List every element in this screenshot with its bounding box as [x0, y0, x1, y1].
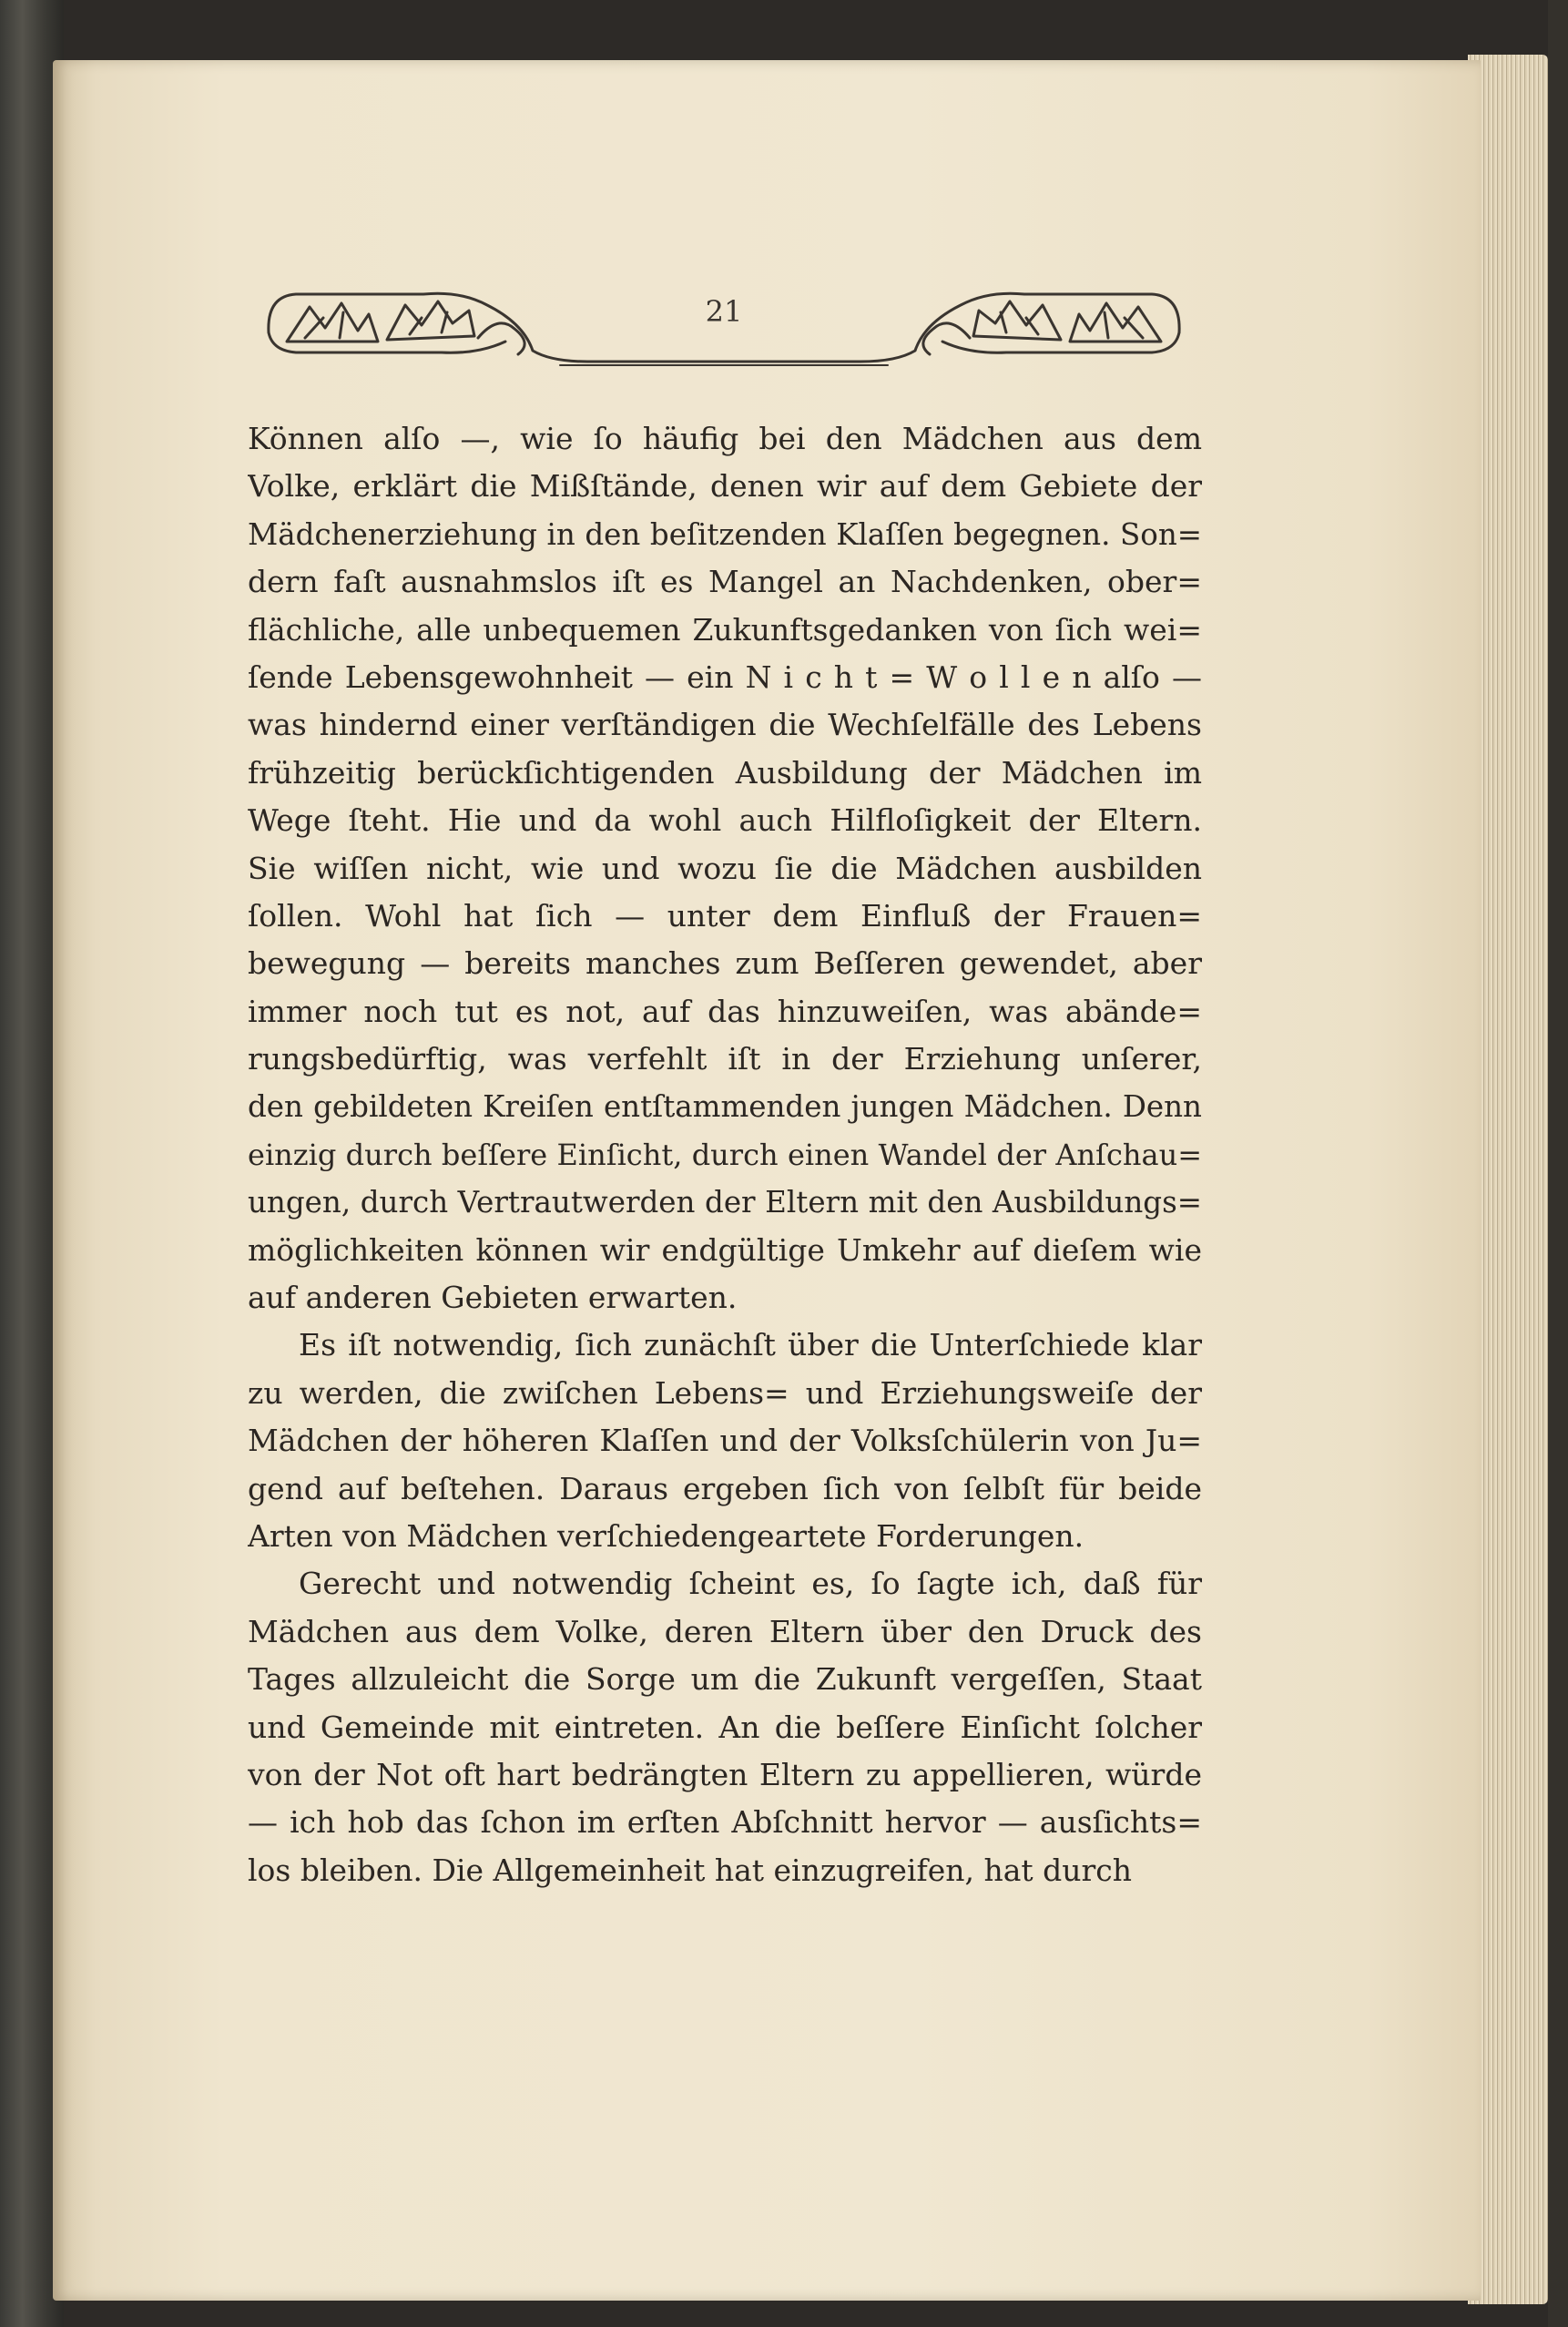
- text-line: was hindernd einer verſtändigen die Wechſelfälle des Lebens: [248, 707, 1202, 743]
- text-line: — ich hob das ſchon im erſten Abſchnitt hervor — ausſichts=: [248, 1804, 1202, 1841]
- book-cover-right: [1548, 0, 1568, 2327]
- text-line: den gebildeten Kreiſen entſtammenden jungen Mädchen. Denn: [248, 1089, 1202, 1125]
- text-line: Sie wiſſen nicht, wie und wozu ſie die Mädchen ausbilden: [248, 850, 1202, 886]
- text-line: Mädchen der höheren Klaſſen und der Volksſchülerin von Ju=: [248, 1423, 1202, 1459]
- text-line: ſollen. Wohl hat ſich — unter dem Einfluß der Frauen=: [248, 897, 1202, 934]
- text-line: ungen, durch Vertrautwerden der Eltern mit den Ausbildungs=: [248, 1185, 1202, 1220]
- text-line: frühzeitig berückſichtigenden Ausbildung der Mädchen im: [248, 754, 1202, 791]
- text-line: Tages allzuleicht die Sorge um die Zukunft vergeſſen, Staat: [248, 1661, 1202, 1698]
- text-line: ſende Lebensgewohnheit — ein N i c h t = W o l l e n alſo —: [248, 658, 1202, 695]
- text-line: zu werden, die zwiſchen Lebens= und Erziehungsweiſe der: [248, 1374, 1202, 1411]
- text-line: Es iſt notwendig, ſich zunächſt über die Unterſchiede klar: [299, 1327, 1202, 1363]
- text-line: gend auf beſtehen. Daraus ergeben ſich von ſelbſt für beide: [248, 1470, 1202, 1506]
- text-line: Mädchen aus dem Volke, deren Eltern über den Druck des: [248, 1613, 1202, 1649]
- page-number: 21: [705, 294, 743, 329]
- paragraph: [248, 1322, 1202, 1560]
- page-body-text: [248, 415, 1202, 1894]
- text-line: Arten von Mädchen verſchiedengeartete Forderungen.: [248, 1517, 1084, 1554]
- text-line: möglichkeiten können wir endgültige Umkehr auf dieſem wie: [248, 1231, 1202, 1268]
- text-line: Volke, erklärt die Mißſtände, denen wir auf dem Gebiete der: [248, 468, 1202, 505]
- text-line: und Gemeinde mit eintreten. An die beſſere Einſicht ſolcher: [248, 1709, 1202, 1745]
- paragraph: [248, 415, 1202, 1322]
- page-header: [260, 278, 1188, 378]
- text-line: Können alſo —, wie ſo häufig bei den Mädchen aus dem: [248, 421, 1202, 456]
- text-line: auf anderen Gebieten erwarten.: [248, 1280, 738, 1316]
- text-line: Mädchenerziehung in den beſitzenden Klaſſen begegnen. Son=: [248, 516, 1202, 552]
- text-line: immer noch tut es not, auf das hinzuweiſen, was abände=: [248, 993, 1202, 1029]
- paragraph: [248, 1560, 1202, 1894]
- text-line: flächliche, alle unbequemen Zukunftsgedanken von ſich wei=: [248, 611, 1202, 648]
- text-line: los bleiben. Die Allgemeinheit hat einzugreifen, hat durch: [248, 1852, 1133, 1888]
- text-line: Wege ſteht. Hie und da wohl auch Hilfloſigkeit der Eltern.: [248, 802, 1202, 839]
- text-line: bewegung — bereits manches zum Beſſeren gewendet, aber: [248, 945, 1202, 982]
- text-line: einzig durch beſſere Einſicht, durch einen Wandel der Anſchau=: [248, 1137, 1202, 1172]
- text-line: dern faſt ausnahmslos iſt es Mangel an Nachdenken, ober=: [248, 564, 1202, 600]
- text-line: von der Not oft hart bedrängten Eltern zu appellieren, würde: [248, 1756, 1202, 1792]
- text-line: Gerecht und notwendig ſcheint es, ſo ſagte ich, daß für: [299, 1566, 1202, 1602]
- text-line: rungsbedürftig, was verfehlt iſt in der Erziehung unſerer,: [248, 1041, 1202, 1077]
